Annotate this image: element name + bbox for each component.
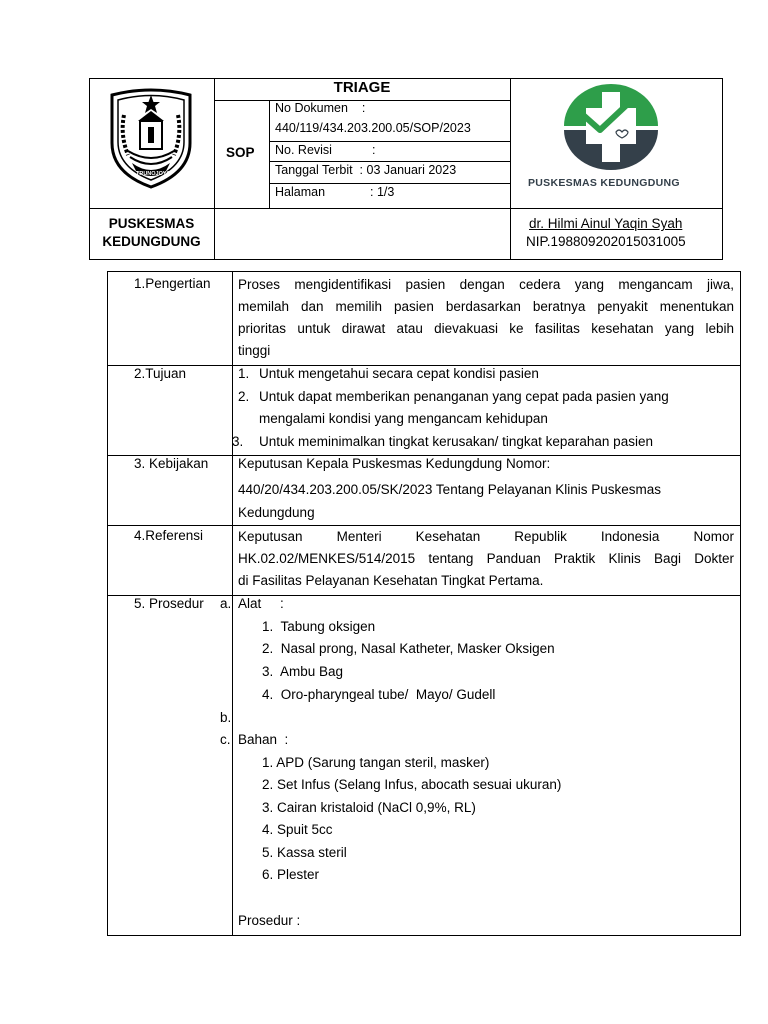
referensi-line: HK.02.02/MENKES/514/2015 tentang Panduan Praktik Klinis Bagi Dokter [238,551,734,566]
page-value: : 1/3 [370,185,395,199]
pengertian-line: tinggi [238,343,271,358]
bahan-item: 3. Cairan kristaloid (NaCl 0,9%, RL) [262,800,476,815]
revision-colon: : [372,143,376,157]
pengertian-line: prioritas untuk dirawat atau dievakuasi ke fasilitas kesehatan yang lebih [238,321,734,336]
page-label: Halaman [275,185,326,199]
pengertian-line: memilah dan memilih pasien berdasarkan beratnya penyakit menentukan [238,299,734,314]
bahan-label: Bahan : [238,732,289,747]
tujuan-item-number: 3. [232,434,244,449]
kebijakan-line: 440/20/434.203.200.05/SK/2023 Tentang Pelayanan Klinis Puskesmas [238,482,662,497]
prosedur-letter-b: b. [220,710,232,725]
alat-item: 4. Oro-pharyngeal tube/ Mayo/ Gudell [262,687,496,702]
alat-item: 3. Ambu Bag [262,664,344,679]
tujuan-label: 2.Tujuan [134,366,187,381]
alat-item: 1. Tabung oksigen [262,619,376,634]
tujuan-item-number: 1. [238,366,250,381]
tujuan-item-text: Untuk dapat memberikan penanganan yang cepat pada pasien yang [259,389,669,404]
pengertian-label: 1.Pengertian [134,276,211,291]
doc-number-value: 440/119/434.203.200.05/SOP/2023 [275,121,471,135]
alat-label: Alat : [238,596,284,611]
tujuan-item-text: Untuk meminimalkan tingkat kerusakan/ tingkat keparahan pasien [259,434,653,449]
seal-label: TRUNOJOYO [136,171,171,177]
kebijakan-line: Keputusan Kepala Puskesmas Kedungdung Nomor: [238,456,551,471]
prosedur-label: 5. Prosedur [134,596,204,611]
doc-number-label: No Dokumen : [275,101,366,115]
puskesmas-logo-label: PUSKESMAS KEDUNGDUNG [528,177,680,189]
issue-date: Tanggal Terbit : 03 Januari 2023 [275,163,457,177]
organization-name-line2: KEDUNGDUNG [102,234,201,249]
prosedur-letter-c: c. [220,732,231,747]
bahan-item: 4. Spuit 5cc [262,822,333,837]
revision-label: No. Revisi [275,143,332,157]
signer-name: dr. Hilmi Ainul Yaqin Syah [529,216,683,231]
referensi-line: Keputusan Menteri Kesehatan Republik Indonesia Nomor [238,529,734,544]
sop-label: SOP [226,145,255,160]
puskesmas-logo [560,82,662,172]
bahan-item: 6. Plester [262,867,320,882]
regency-seal [104,85,198,189]
pengertian-line: Proses mengidentifikasi pasien dengan cedera yang mengancam jiwa, [238,277,734,292]
prosedur-footer-label: Prosedur : [238,913,301,928]
tujuan-item-text: Untuk mengetahui secara cepat kondisi pasien [259,366,539,381]
organization-name-line1: PUSKESMAS [108,216,195,231]
kebijakan-label: 3. Kebijakan [134,456,209,471]
tujuan-item-number: 2. [238,389,250,404]
referensi-line: di Fasilitas Pelayanan Kesehatan Tingkat Pertama. [238,573,544,588]
bahan-item: 1. APD (Sarung tangan steril, masker) [262,755,490,770]
alat-item: 2. Nasal prong, Nasal Katheter, Masker Oksigen [262,641,555,656]
bahan-item: 2. Set Infus (Selang Infus, abocath sesuai ukuran) [262,777,562,792]
prosedur-letter-a: a. [220,596,232,611]
signer-nip: NIP.198809202015031005 [526,234,686,249]
tujuan-item-text: mengalami kondisi yang mengancam kehidupan [259,411,548,426]
referensi-label: 4.Referensi [134,528,204,543]
bahan-item: 5. Kassa steril [262,845,347,860]
page-title: TRIAGE [333,79,391,96]
kebijakan-line: Kedungdung [238,505,315,520]
